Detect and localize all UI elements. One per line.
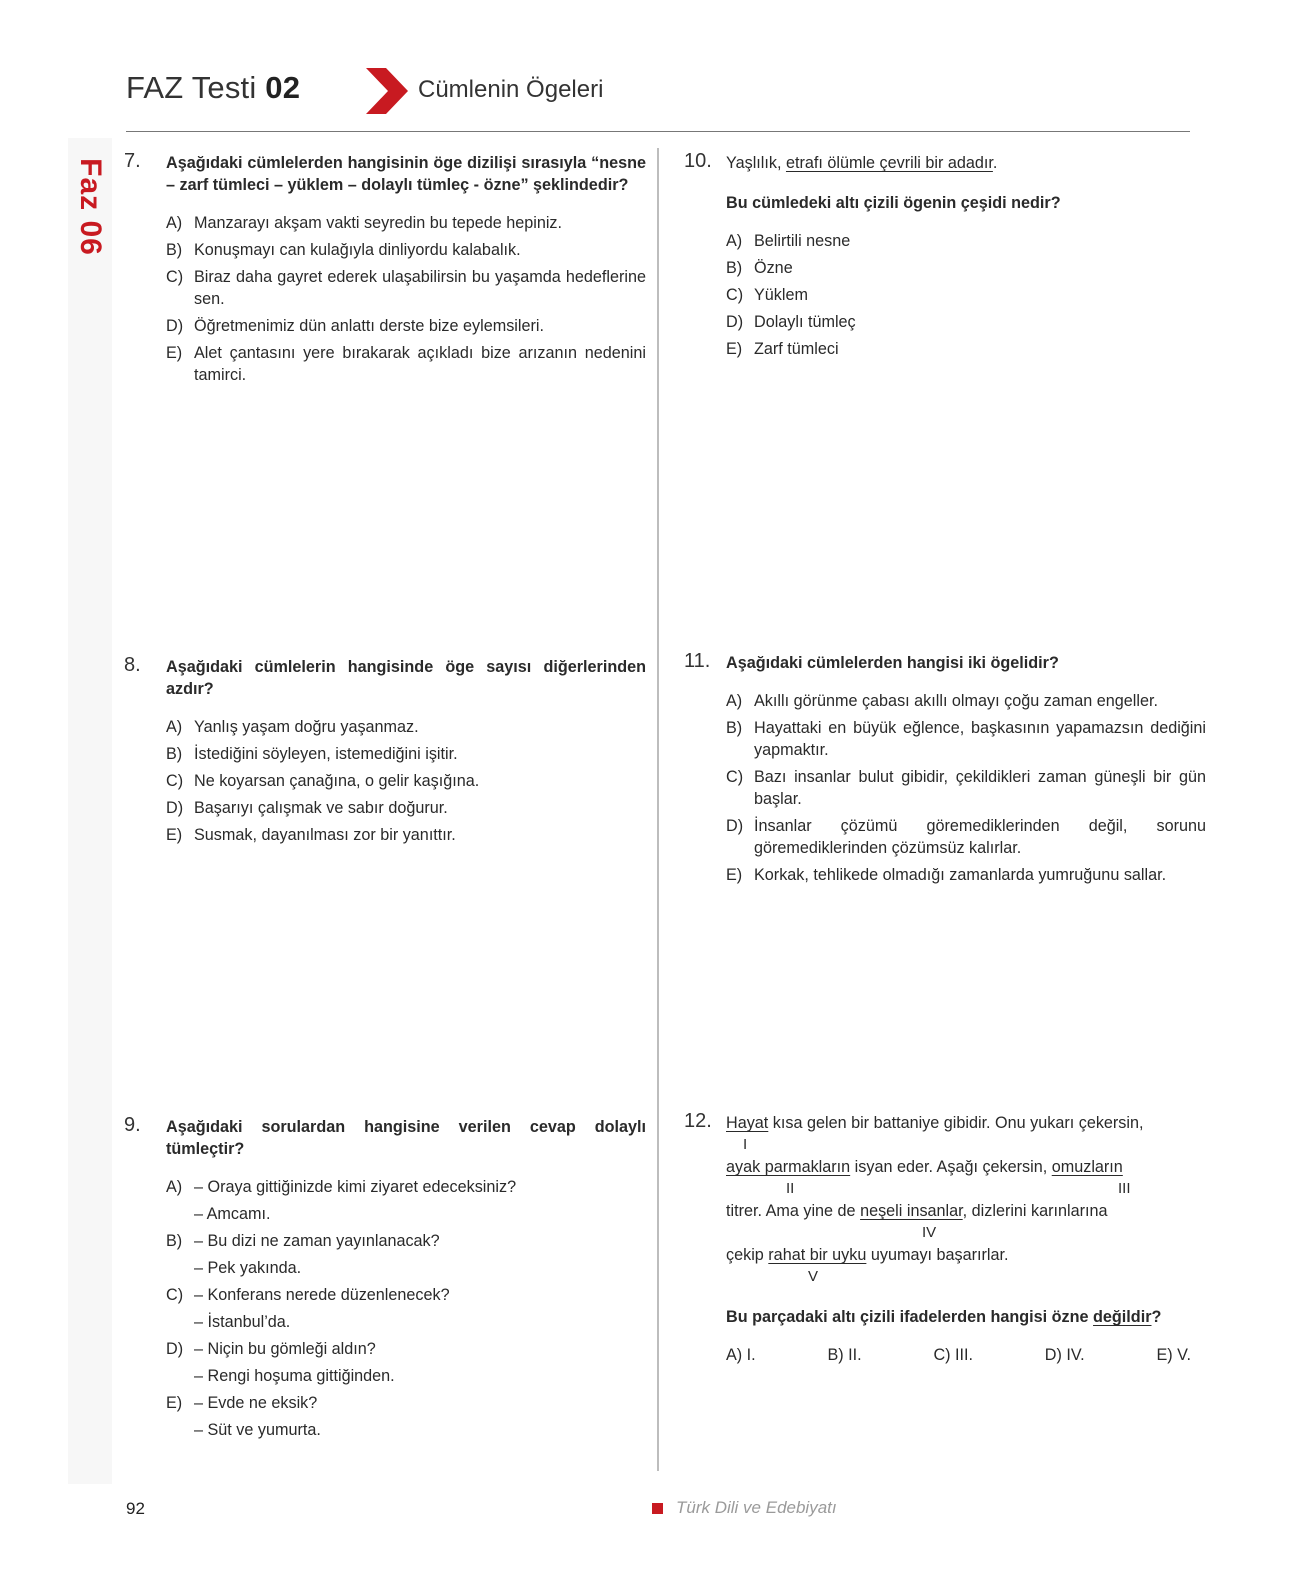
option-text: Susmak, dayanılması zor bir yanıttır. — [194, 826, 456, 844]
roman-numeral-label: IV — [922, 1224, 937, 1241]
roman-numeral-label: V — [808, 1268, 819, 1285]
dialog-answer: – Pek yakında. — [194, 1259, 302, 1277]
option-d[interactable] — [166, 1338, 646, 1387]
option-a[interactable]: A) I. — [726, 1346, 756, 1364]
option-text: Biraz daha gayret ederek ulaşabilirsin bu yaşamda hedeflerine sen. — [194, 268, 646, 308]
page-number: 92 — [126, 1499, 145, 1518]
prompt-text: Bu parçadaki altı çizili ifadelerden hangisi özne — [726, 1308, 1094, 1326]
underlined-phrase: rahat bir uyku — [768, 1246, 867, 1264]
passage-text: çekip — [726, 1246, 769, 1264]
option-a[interactable] — [726, 690, 1206, 712]
header-divider — [126, 131, 1190, 132]
option-c[interactable] — [726, 284, 1206, 306]
option-b[interactable] — [726, 717, 1206, 761]
dialog-answer: – İstanbul’da. — [194, 1313, 291, 1331]
option-letter: C) — [166, 268, 184, 286]
option-letter: D) — [166, 1340, 184, 1358]
question-number: 12. — [684, 1110, 712, 1132]
option-text: Ne koyarsan çanağına, o gelir kaşığına. — [194, 772, 480, 790]
option-d[interactable] — [726, 311, 1206, 333]
option-e[interactable] — [166, 342, 646, 386]
sentence-start: Yaşlılık, — [726, 154, 786, 172]
option-text: İstediğini söyleyen, istemediğini işitir. — [194, 745, 458, 763]
question-number: 11. — [684, 650, 711, 672]
question-number: 9. — [124, 1114, 141, 1136]
roman-numeral-label: III — [1118, 1180, 1131, 1197]
option-list — [166, 716, 646, 846]
option-text: İnsanlar çözümü göremediklerinden değil, sorunu göremediklerinden çözümsüz kalırlar. — [754, 817, 1206, 857]
option-e[interactable] — [726, 864, 1206, 886]
option-letter: A) — [166, 1178, 183, 1196]
passage-line-4 — [726, 1244, 1191, 1288]
dialog-question: – Niçin bu gömleği aldın? — [194, 1340, 376, 1358]
option-a[interactable] — [166, 1176, 646, 1225]
option-letter: B) — [166, 745, 183, 763]
passage-text: uyumayı başarırlar. — [866, 1246, 1009, 1264]
option-c[interactable] — [166, 770, 646, 792]
option-letter: C) — [166, 1286, 184, 1304]
passage-text: kısa gelen bir battaniye gibidir. Onu yukarı çekersin, — [768, 1114, 1144, 1132]
option-c[interactable]: C) III. — [933, 1346, 974, 1364]
side-band — [68, 138, 112, 1484]
option-b[interactable] — [166, 239, 646, 261]
question-11 — [684, 650, 1206, 891]
option-text: Dolaylı tümleç — [754, 313, 856, 331]
option-letter: D) — [166, 317, 184, 335]
option-e[interactable] — [166, 824, 646, 846]
dialog-answer: – Amcamı. — [194, 1205, 271, 1223]
question-stem: Aşağıdaki cümlelerden hangisinin öge dizilişi sırasıyla “nesne – zarf tümleci – yüklem – dolaylı tümleç - özne” şeklindedir? — [166, 154, 646, 194]
option-letter: A) — [166, 718, 183, 736]
dialog-question: – Bu dizi ne zaman yayınlanacak? — [194, 1232, 440, 1250]
option-b[interactable] — [166, 743, 646, 765]
option-letter: B) — [166, 1232, 183, 1250]
question-7 — [124, 150, 646, 391]
question-10 — [684, 150, 1206, 365]
option-letter: D) — [166, 799, 184, 817]
option-b[interactable]: B) II. — [827, 1346, 862, 1364]
option-text: Öğretmenimiz dün anlattı derste bize eylemsileri. — [194, 317, 544, 335]
passage-line-2 — [726, 1156, 1191, 1200]
option-letter: A) — [166, 214, 183, 232]
option-text: Konuşmayı can kulağıyla dinliyordu kalabalık. — [194, 241, 521, 259]
option-b[interactable] — [726, 257, 1206, 279]
passage-text: titrer. Ama yine de — [726, 1202, 861, 1220]
option-letter: B) — [166, 241, 183, 259]
prompt-text: ? — [1151, 1308, 1162, 1326]
option-letter: E) — [726, 866, 743, 884]
option-a[interactable] — [166, 212, 646, 234]
question-prompt — [726, 1306, 1191, 1328]
option-list — [166, 212, 646, 386]
option-e[interactable]: E) V. — [1156, 1346, 1191, 1364]
column-divider — [657, 148, 659, 1471]
question-stem: Aşağıdaki cümlelerin hangisinde öge sayısı diğerlerinden azdır? — [166, 658, 646, 698]
underlined-phrase: neşeli insanlar — [860, 1202, 963, 1220]
dialog-question: – Konferans nerede düzenlenecek? — [194, 1286, 450, 1304]
option-e[interactable] — [166, 1392, 646, 1441]
question-number: 8. — [124, 654, 141, 676]
option-text: Özne — [754, 259, 793, 277]
underlined-phrase: etrafı ölümle çevrili bir adadır — [785, 154, 993, 172]
option-letter: E) — [166, 344, 183, 362]
option-letter: C) — [726, 768, 744, 786]
option-letter: E) — [166, 826, 183, 844]
option-text: Hayattaki en büyük eğlence, başkasının yapamazsın dediğini yapmaktır. — [754, 719, 1206, 759]
passage-text: isyan eder. Aşağı çekersin, — [850, 1158, 1052, 1176]
side-label — [68, 152, 112, 262]
option-c[interactable] — [166, 266, 646, 310]
option-letter: C) — [166, 772, 184, 790]
option-letter: E) — [726, 340, 743, 358]
chevron-right-icon — [366, 68, 408, 114]
passage-line-3 — [726, 1200, 1191, 1244]
option-c[interactable] — [166, 1284, 646, 1333]
option-text: Akıllı görünme çabası akıllı olmayı çoğu zaman engeller. — [754, 692, 1158, 710]
option-list — [166, 1176, 646, 1441]
option-a[interactable] — [166, 716, 646, 738]
passage-text: , dizlerini karınlarına — [962, 1202, 1108, 1220]
option-list — [726, 690, 1206, 886]
option-d[interactable]: D) IV. — [1044, 1346, 1085, 1364]
option-text: Yanlış yaşam doğru yaşanmaz. — [194, 718, 419, 736]
question-12 — [684, 1110, 1191, 1366]
title-number: 02 — [265, 70, 301, 105]
underlined-phrase: omuzların — [1051, 1158, 1123, 1176]
option-d[interactable] — [166, 797, 646, 819]
option-c[interactable] — [726, 766, 1206, 810]
passage-line-1 — [726, 1112, 1191, 1156]
option-b[interactable] — [166, 1230, 646, 1279]
underlined-word: değildir — [1093, 1308, 1152, 1326]
option-text: Korkak, tehlikede olmadığı zamanlarda yumruğunu sallar. — [754, 866, 1167, 884]
option-text: Belirtili nesne — [754, 232, 851, 250]
answer-row — [726, 1344, 1191, 1366]
underlined-phrase: ayak parmakların — [726, 1158, 851, 1176]
dialog-answer: – Süt ve yumurta. — [194, 1421, 321, 1439]
option-a[interactable] — [726, 230, 1206, 252]
option-letter: B) — [726, 259, 743, 277]
question-prompt: Bu cümledeki altı çizili ögenin çeşidi nedir? — [726, 194, 1061, 212]
square-bullet-icon — [652, 1503, 663, 1514]
sentence-end: . — [992, 154, 998, 172]
option-letter: E) — [166, 1394, 183, 1412]
option-text: Başarıyı çalışmak ve sabır doğurur. — [194, 799, 448, 817]
option-letter: A) — [726, 232, 743, 250]
option-list — [726, 230, 1206, 360]
title-prefix: FAZ Testi — [126, 70, 257, 105]
dialog-question: – Oraya gittiğinizde kimi ziyaret edeceksiniz? — [194, 1178, 517, 1196]
option-letter: C) — [726, 286, 744, 304]
underlined-phrase: Hayat — [726, 1114, 769, 1132]
option-letter: D) — [726, 313, 744, 331]
roman-numeral-label: II — [786, 1180, 795, 1197]
option-text: Alet çantasını yere bırakarak açıkladı bize arızanın nedenini tamirci. — [194, 344, 646, 384]
option-text: Zarf tümleci — [754, 340, 839, 358]
question-stem: Aşağıdaki sorulardan hangisine verilen cevap dolaylı tümleçtir? — [166, 1118, 646, 1158]
side-label-text: Faz 06 — [74, 158, 107, 256]
dialog-question: – Evde ne eksik? — [194, 1394, 318, 1412]
dialog-answer: – Rengi hoşuma gittiğinden. — [194, 1367, 395, 1385]
option-d[interactable] — [726, 815, 1206, 859]
option-d[interactable] — [166, 315, 646, 337]
question-8 — [124, 654, 646, 851]
question-9 — [124, 1114, 646, 1446]
page-title — [126, 70, 300, 106]
question-stem: Aşağıdaki cümlelerden hangisi iki ögelidir? — [726, 654, 1059, 672]
option-e[interactable] — [726, 338, 1206, 360]
question-number: 10. — [684, 150, 712, 172]
option-letter: D) — [726, 817, 744, 835]
roman-numeral-label: I — [743, 1136, 748, 1153]
page-subtitle: Cümlenin Ögeleri — [418, 76, 604, 103]
option-text: Yüklem — [754, 286, 808, 304]
option-letter: A) — [726, 692, 743, 710]
option-letter: B) — [726, 719, 743, 737]
option-text: Manzarayı akşam vakti seyredin bu tepede hepiniz. — [194, 214, 563, 232]
question-sentence — [726, 152, 1206, 174]
question-number: 7. — [124, 150, 141, 172]
book-title: Türk Dili ve Edebiyatı — [676, 1498, 837, 1517]
option-text: Bazı insanlar bulut gibidir, çekildikleri zaman güneşli bir gün başlar. — [754, 768, 1206, 808]
